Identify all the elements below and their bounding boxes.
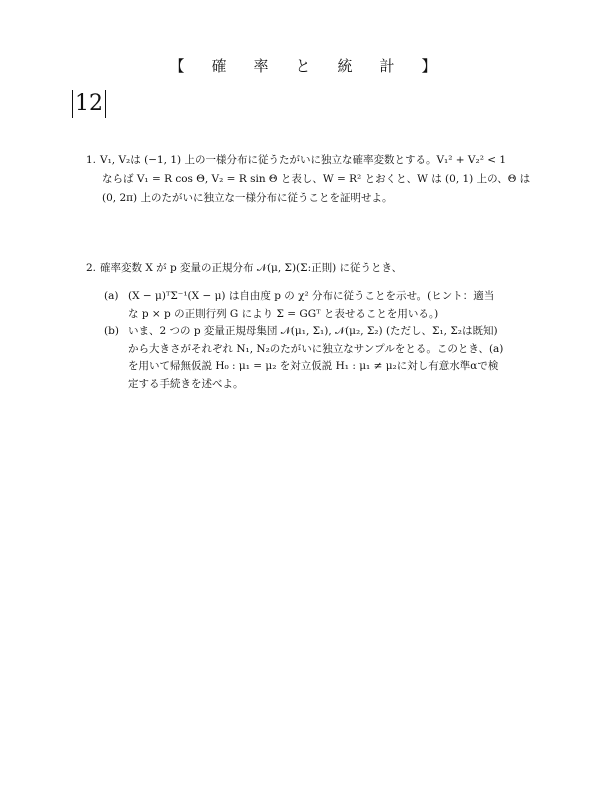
part-a-label: (a) [104,290,119,302]
part-b-line-2: から大きさがそれぞれ N₁, N₂のたがいに独立なサンプルをとる。このとき、(a) [128,342,504,355]
question-1-text-line-3: (0, 2π) 上のたがいに独立な一様分布に従うことを証明せよ。 [102,192,393,204]
question-1-text-line-1: V₁, V₂は (−1, 1) 上の一様分布に従うたがいに独立な確率変数とする。V₁² + V₂² < 1 [100,154,507,166]
part-b-line-3: を用いて帰無仮説 H₀ : μ₁ = μ₂ を対立仮説 H₁ : μ₁ ≠ μ₂に対し有意水準αで検 [128,360,499,372]
problem-number: 12 [75,91,103,116]
question-1 [86,151,531,208]
question-2 [86,259,526,278]
part-b-line-1: いま、2 つの p 変量正規母集団 𝒩(μ₁, Σ₁), 𝒩(μ₂, Σ₂) (ただし、Σ₁, Σ₂は既知) [128,325,498,337]
problem-number-box [72,90,106,118]
question-2-number: 2. [86,262,97,274]
part-a-line-2: な p × p の正則行列 G により Σ = GGᵀ と表せることを用いる。) [128,307,439,320]
part-b-line-4: 定する手続きを述べよ。 [128,377,244,390]
question-1-line [86,151,526,170]
question-1-text-line-2: ならば V₁ = R cos Θ, V₂ = R sin Θ と表し、W = R² とおくと、W は (0, 1) 上の、Θ は [102,173,531,185]
question-2-intro-line [86,259,526,278]
question-2-part-a [104,288,534,323]
question-2-intro: 確率変数 X が p 変量の正規分布 𝒩(μ, Σ)(Σ:正則) に従うとき、 [100,262,403,274]
page-title: 【 確 率 と 統 計 】 [169,57,443,75]
part-b-label: (b) [104,325,119,337]
part-a-line-1: (X − μ)ᵀΣ⁻¹(X − μ) は自由度 p の χ² 分布に従うことを示せ。(ヒント：適当 [128,290,495,302]
question-1-number: 1. [86,154,97,166]
question-2-part-b [104,323,534,393]
